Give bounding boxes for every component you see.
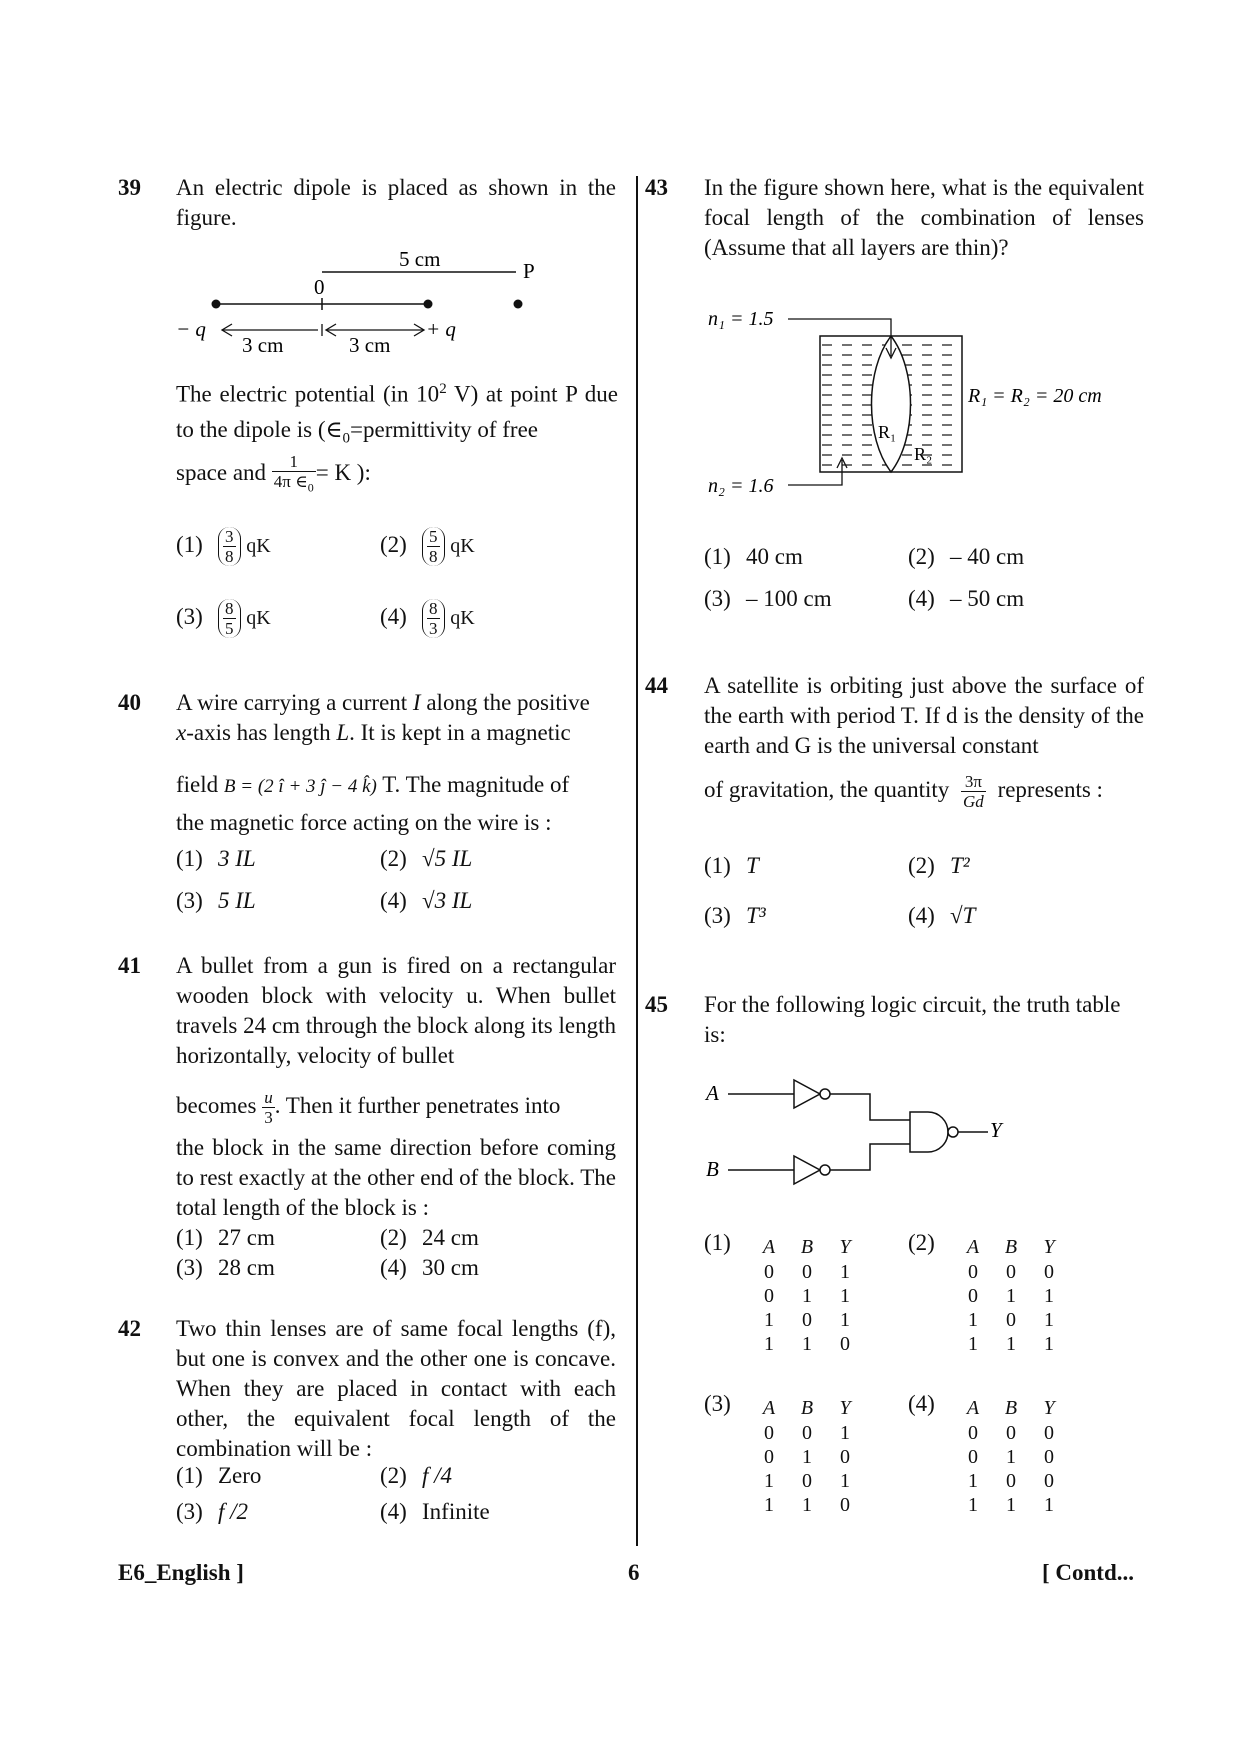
dipole-3cm-left: 3 cm (242, 333, 284, 357)
q41-option-4[interactable]: (4) 30 cm (380, 1255, 479, 1280)
q43-option-3[interactable]: (3) – 100 cm (704, 586, 832, 611)
n1-label: n₁ = 1.5 (708, 308, 774, 330)
q41-option-3[interactable]: (3) 28 cm (176, 1255, 275, 1280)
q45-number: 45 (645, 992, 668, 1017)
dipole-minus-q: − q (176, 317, 206, 341)
r-label: R₁ = R₂ = 20 cm (968, 385, 1102, 407)
q39-option-1[interactable]: (1) $\frac{3}{8}$ qK (176, 527, 271, 566)
q39-text3: space and $\frac{1}{4\pi \in_0}$ = K ): (176, 452, 371, 495)
q45-text: For the following logic circuit, the truth table is: (704, 992, 1121, 1047)
q41-number: 41 (118, 953, 141, 978)
q44-option-3[interactable]: (3) T³ (704, 903, 766, 928)
q40-option-1[interactable]: (1) 3 IL (176, 846, 256, 871)
r1-label: R₁ (878, 422, 897, 442)
n2-label: n₂ = 1.6 (708, 475, 774, 497)
logic-circuit (700, 1070, 1020, 1200)
q39-option-2[interactable]: (2) $\frac{5}{8}$ qK (380, 527, 475, 566)
dipole-3cm-right: 3 cm (349, 333, 391, 357)
circuit-label-a: A (706, 1081, 719, 1105)
column-divider (636, 176, 638, 1546)
truth-table-option-1[interactable]: (1) A B Y 0 0 1 0 1 1 1 0 1 1 1 0 (704, 1230, 851, 1355)
lens-figure (700, 300, 1150, 510)
q43-option-1[interactable]: (1) 40 cm (704, 544, 803, 569)
q40-option-4[interactable]: (4) √3 IL (380, 888, 473, 913)
q43-number: 43 (645, 175, 668, 200)
footer-right: [ Contd... (1042, 1560, 1135, 1585)
dipole-p-label: P (523, 259, 535, 283)
q40-number: 40 (118, 690, 141, 715)
q41-option-2[interactable]: (2) 24 cm (380, 1225, 479, 1250)
truth-table-option-4[interactable]: (4) A B Y 0 0 0 0 1 0 1 0 0 1 1 1 (908, 1391, 1055, 1516)
q39-text2: The electric potential (in $10^2$ V) at point P due to the dipole is ($\in_0=permittivity$ of free (176, 381, 618, 447)
negative-charge (212, 300, 221, 309)
q40-line4: the magnetic force acting on the wire is : (176, 810, 552, 835)
q44-option-4[interactable]: (4) √T (908, 903, 976, 928)
q44-option-2[interactable]: (2) T² (908, 853, 970, 878)
nand-gate (910, 1112, 948, 1152)
dipole-figure (176, 242, 546, 357)
q44-number: 44 (645, 673, 668, 698)
q40-line2: x-axis has length L. It is kept in a magnetic (176, 720, 571, 745)
q44-text: A satellite is orbiting just above the surface of the earth with period T. If d is the density of the earth and G is the universal constant (704, 673, 1144, 758)
not-gate-a (794, 1080, 820, 1108)
footer-left: E6_English ] (118, 1560, 244, 1585)
q41-text1: A bullet from a gun is fired on a rectangular wooden block with velocity u. When bullet travels 24 cm through the block along its length horizontally, velocity of bullet (176, 953, 616, 1068)
dipole-5cm-label: 5 cm (399, 247, 441, 271)
q42-number: 42 (118, 1316, 141, 1341)
q40-line1: A wire carrying a current I along the positive (176, 690, 590, 715)
truth-table-option-3[interactable]: (3) A B Y 0 0 1 0 1 0 1 0 1 1 1 0 (704, 1391, 851, 1516)
q39-option-4[interactable]: (4) $\frac{8}{3}$ qK (380, 599, 475, 638)
q42-option-1[interactable]: (1) Zero (176, 1463, 262, 1488)
q39-option-3[interactable]: (3) $\frac{8}{5}$ qK (176, 599, 271, 638)
q40-option-3[interactable]: (3) 5 IL (176, 888, 256, 913)
q42-option-4[interactable]: (4) Infinite (380, 1499, 490, 1524)
r2-label: R₂ (914, 444, 933, 464)
q39-text: An electric dipole is placed as shown in the figure. (176, 175, 616, 230)
page-number: 6 (628, 1560, 640, 1585)
q40-option-2[interactable]: (2) √5 IL (380, 846, 473, 871)
circuit-label-b: B (706, 1157, 719, 1181)
positive-charge (424, 300, 433, 309)
truth-table-option-2[interactable]: (2) A B Y 0 0 0 0 1 1 1 0 1 1 1 1 (908, 1230, 1055, 1355)
circuit-label-y: Y (990, 1118, 1002, 1142)
q41-text2: becomes $\frac{u}{3}$ . Then it further penetrates into (176, 1088, 561, 1127)
q44-option-1[interactable]: (1) T (704, 853, 759, 878)
q44-text2: of gravitation, the quantity $\frac{3\pi}{Gd}$ represents : (704, 772, 1103, 811)
q43-text: In the figure shown here, what is the equivalent focal length of the combination of lenses (Assume that all layers are thin)? (704, 175, 1144, 260)
field-vector: B = (2 î + 3 ĵ − 4 k̂) (223, 776, 377, 797)
q41-option-1[interactable]: (1) 27 cm (176, 1225, 275, 1250)
q43-option-2[interactable]: (2) – 40 cm (908, 544, 1025, 569)
q39-number: 39 (118, 175, 141, 200)
q43-option-4[interactable]: (4) – 50 cm (908, 586, 1025, 611)
q41-text3: the block in the same direction before coming to rest exactly at the other end of the block. The total length of the block is : (176, 1135, 616, 1220)
not-gate-b (794, 1156, 820, 1184)
q40-line3: field B = (2 î + 3 ĵ − 4 k̂) T. The magnitude of (176, 772, 570, 797)
dipole-plus-q: + q (426, 317, 456, 341)
q42-text: Two thin lenses are of same focal lengths (f), but one is convex and the other one is concave. When they are placed in contact with each other, the equivalent focal length of the combination will be : (176, 1316, 616, 1461)
q42-option-2[interactable]: (2) f /4 (380, 1463, 453, 1488)
point-p (514, 300, 523, 309)
q42-option-3[interactable]: (3) f /2 (176, 1499, 249, 1524)
dipole-zero-label: 0 (314, 275, 325, 299)
